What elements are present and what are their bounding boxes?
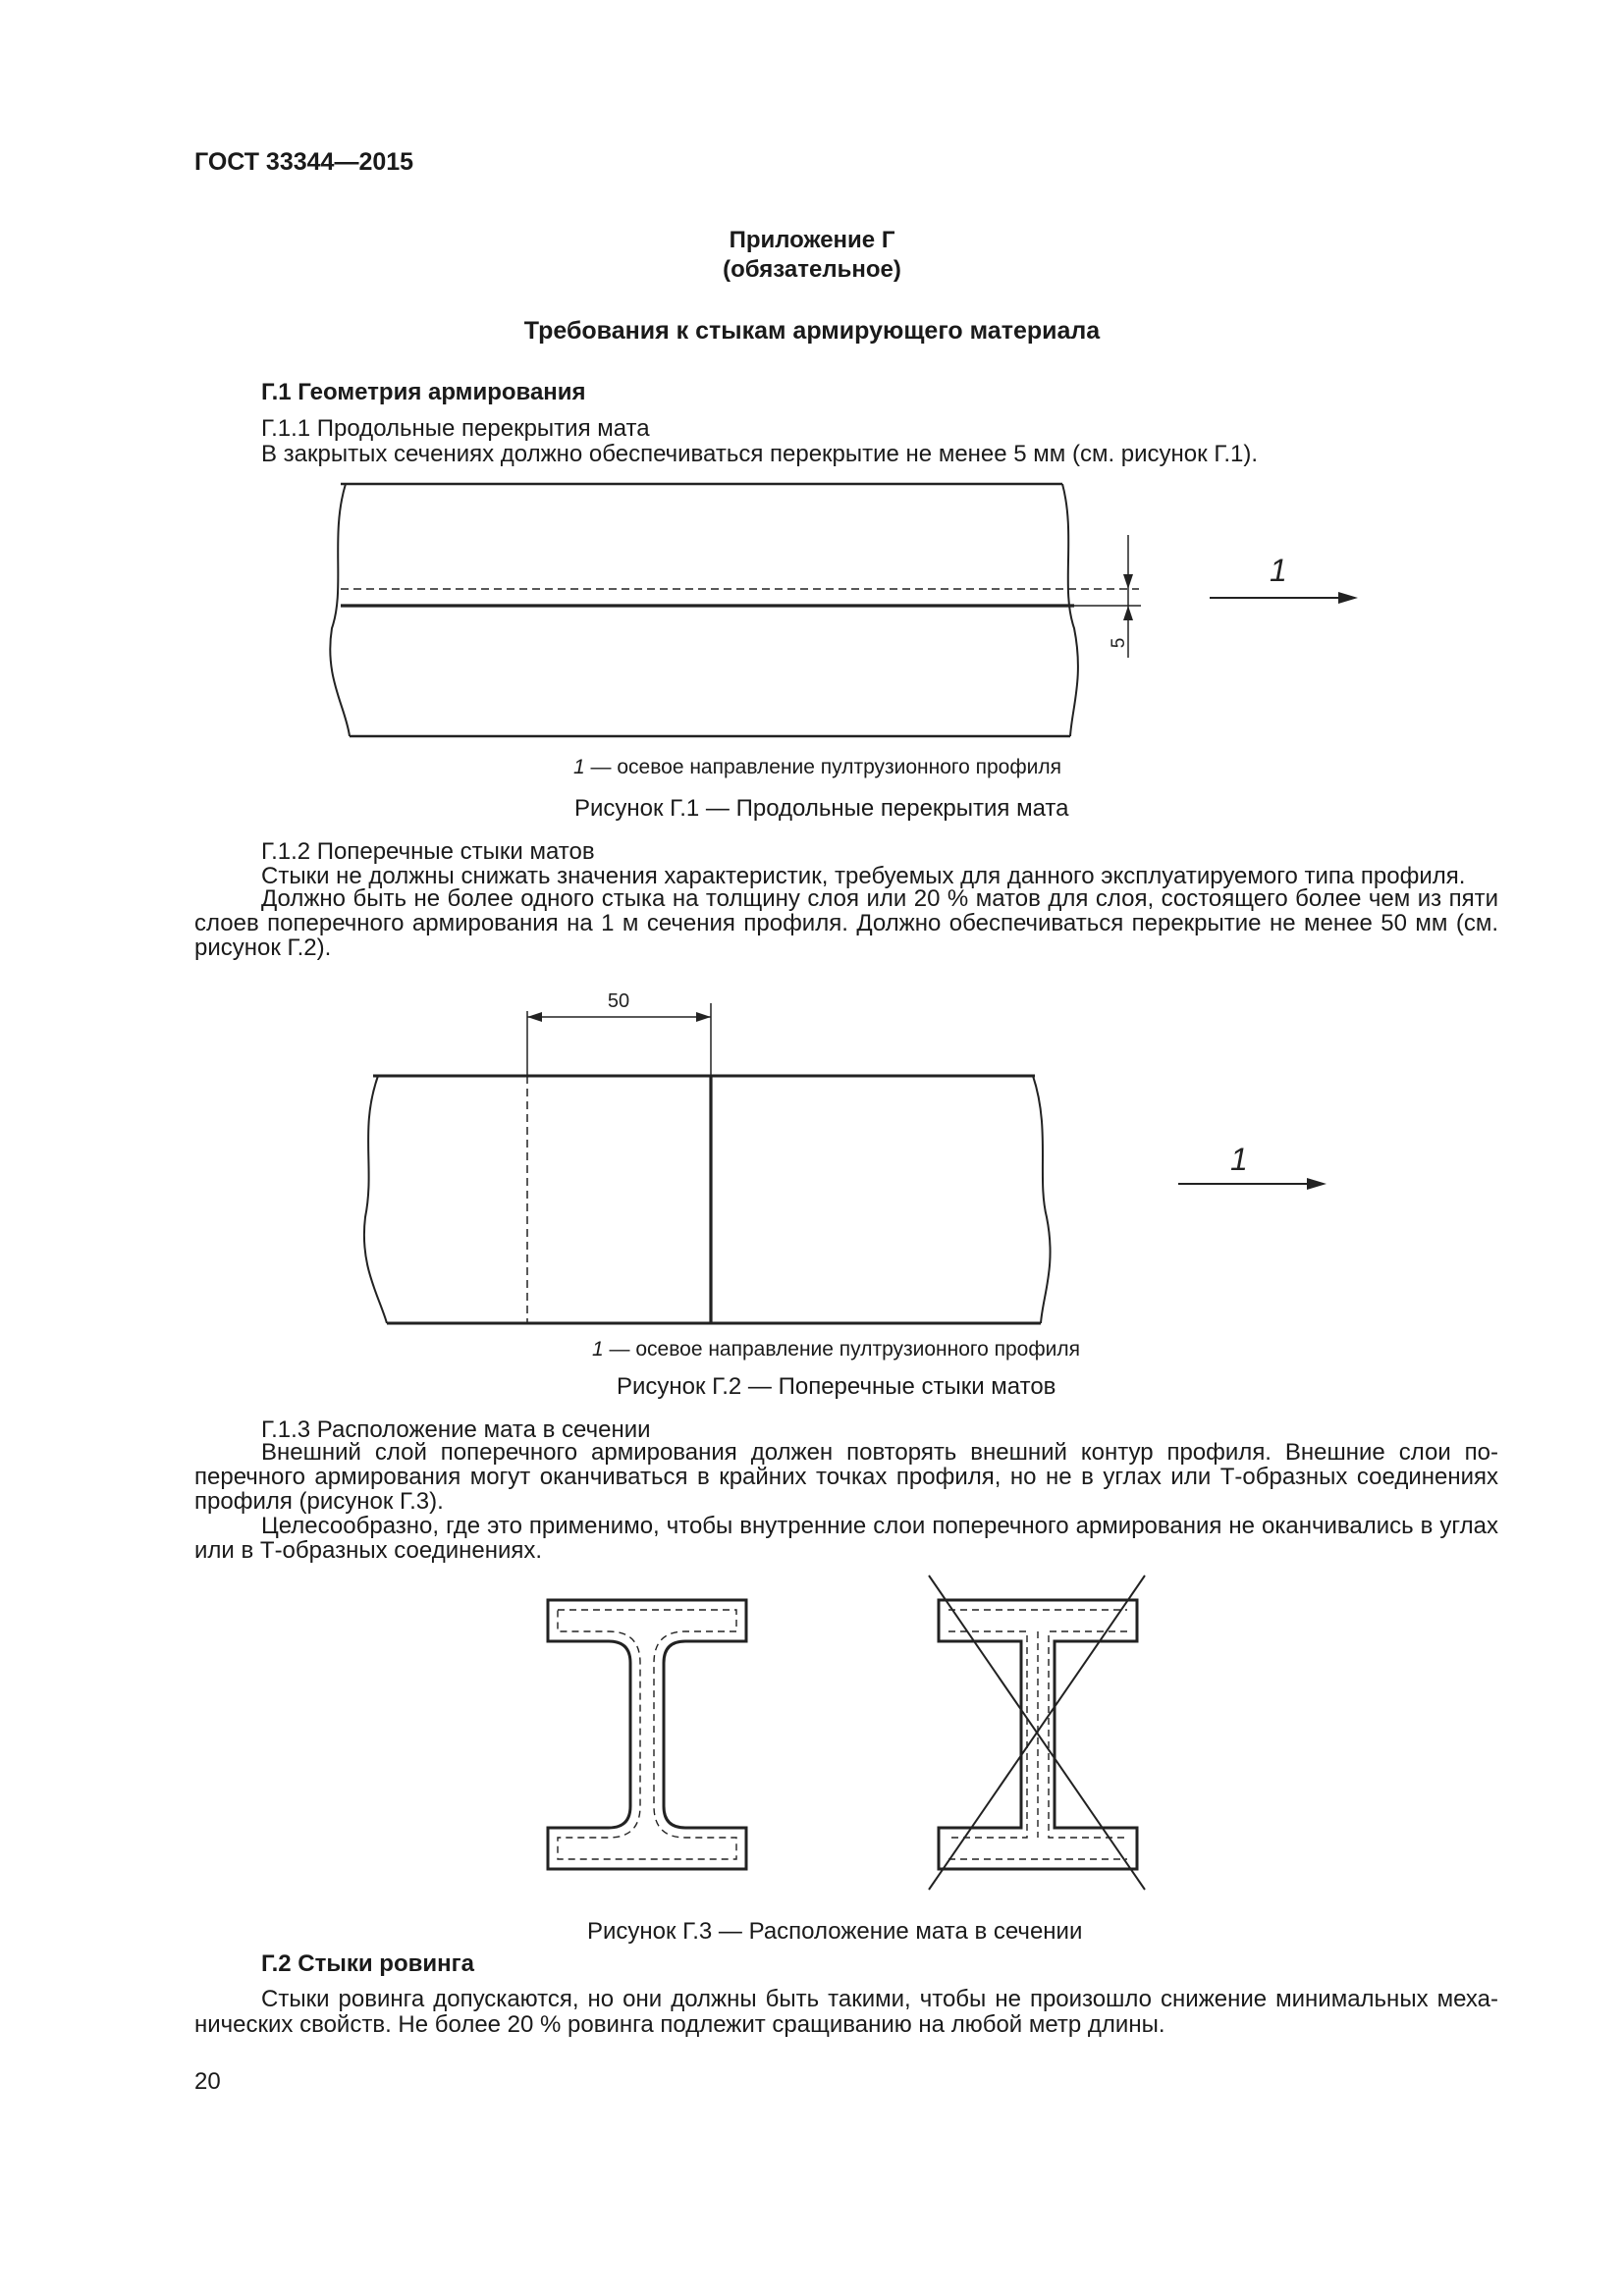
subsection-g1-3-title: Г.1.3 Расположение мата в сечении	[261, 1416, 651, 1443]
fig1-legend-number: 1	[573, 756, 585, 778]
subsection-g1-2-title: Г.1.2 Поперечные стыки матов	[261, 838, 595, 865]
fig3-incorrect-profile	[929, 1575, 1145, 1890]
fig2-legend-text: — осевое направление пултрузионного профиля	[603, 1338, 1080, 1361]
subsection-g1-1-text: В закрытых сечениях должно обеспечиваться перекрытие не менее 5 мм (см. рисунок Г.1).	[261, 441, 1259, 467]
appendix-status: (обязательное)	[723, 256, 901, 283]
fig3-left-reinforcement-layer	[558, 1610, 736, 1859]
fig2-legend-number: 1	[592, 1338, 604, 1361]
section-g1-heading: Г.1 Геометрия армирования	[261, 379, 586, 405]
page-number: 20	[194, 2068, 221, 2095]
subsection-g1-3-paragraph-2: Целесообразно, где это применимо, чтобы внутренние слои поперечного армирования не оканчивались в углах или в Т-образных соединениях.	[194, 1513, 1498, 1564]
fig2-callout-number: 1	[1230, 1142, 1248, 1177]
fig2-dimension-label: 50	[607, 990, 630, 1012]
fig1-legend-text: — осевое направление пултрузионного профиля	[584, 756, 1061, 778]
appendix-title: Приложение Г	[729, 227, 895, 253]
fig3-left-outline	[548, 1600, 746, 1869]
document-code: ГОСТ 33344—2015	[194, 148, 414, 176]
fig1-callout-number: 1	[1270, 553, 1287, 588]
section-g2-heading: Г.2 Стыки ровинга	[261, 1950, 474, 1977]
fig1-dimension-label: 5	[1109, 637, 1129, 649]
fig3-caption: Рисунок Г.3 — Расположение мата в сечении	[587, 1918, 1083, 1945]
subsection-g1-1-title: Г.1.1 Продольные перекрытия мата	[261, 415, 650, 442]
subsection-g1-3-paragraph-1: Внешний слой поперечного армирования должен повторять внешний контур профиля. Внешние слои поперечного армирования могут оканчиваться в крайних точках профиля, но не в углах или Т-образных соединениях профиля (рисунок Г.3).	[194, 1439, 1498, 1515]
appendix-heading: Требования к стыкам армирующего материала	[523, 317, 1101, 345]
fig1-caption: Рисунок Г.1 — Продольные перекрытия мата	[574, 795, 1069, 822]
subsection-g1-2-paragraph-1: Стыки не должны снижать значения характеристик, требуемых для данного эксплуатируемого типа профиля.	[261, 863, 1466, 889]
fig2-caption: Рисунок Г.2 — Поперечные стыки матов	[617, 1373, 1056, 1400]
section-g2-text: Стыки ровинга допускаются, но они должны быть такими, чтобы не произошло снижение минимальных механических свойств. Не более 20 % ровинга подлежит сращиванию на любой метр длины.	[194, 1986, 1498, 2038]
fig3-correct-profile	[548, 1600, 746, 1869]
subsection-g1-2-paragraph-2: Должно быть не более одного стыка на толщину слоя или 20 % матов для слоя, состоящего более чем из пяти слоев поперечного армирования на 1 м сечения профиля. Должно обеспечиваться перекрытие не менее 50 мм (см. рисунок Г.2).	[194, 885, 1498, 961]
